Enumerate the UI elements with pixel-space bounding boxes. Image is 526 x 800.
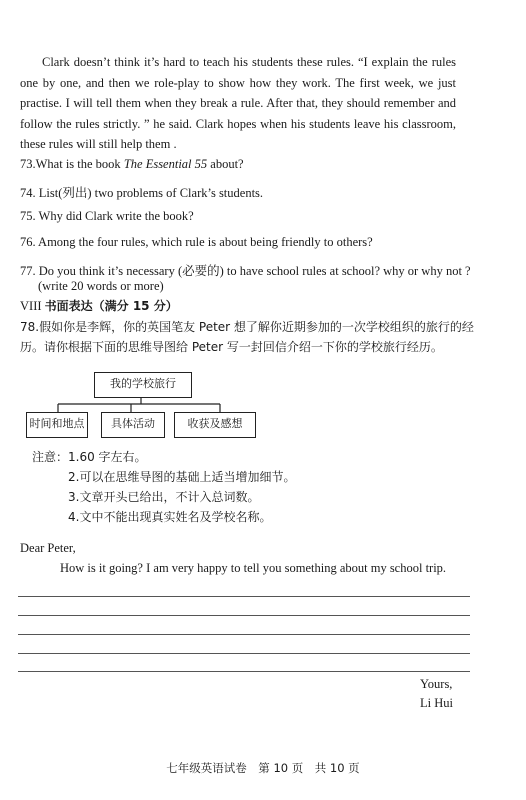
section-number: VIII [20,299,42,313]
passage-text: Clark doesn’t think it’s hard to teach his students these rules. “I explain the rules one by one, and then we role-play to show how they work. The first week, we just practise. I will tell them when they break a rule. After that, they should remember and follow the rules strictly. ” he said. Clark hopes when his students leave his classroom, these rules will still help them . [20,55,456,152]
writing-line[interactable] [18,653,470,654]
writing-line[interactable] [18,671,470,672]
mind-map-branch-activities: 具体活动 [101,412,165,438]
question-77-note: (write 20 words or more) [38,279,164,293]
mind-map-branch-time-place: 时间和地点 [26,412,88,438]
question-73: 73.What is the book The Essential 55 about? [20,157,244,171]
section-heading [20,297,178,314]
letter-greeting: Dear Peter, [20,541,76,555]
note-item: 3.文章开头已给出，不计入总词数。 [68,490,260,504]
page-footer: 七年级英语试卷 第 10 页 共 10 页 [166,761,360,775]
mind-map [26,366,266,438]
writing-line[interactable] [18,596,470,597]
letter-closing: Yours, [420,677,453,691]
note-item: 2.可以在思维导图的基础上适当增加细节。 [68,470,296,484]
book-title: The Essential 55 [123,157,208,171]
notes-label: 注意： [32,450,69,464]
letter-opening: How is it going? I am very happy to tell you something about my school trip. [60,561,447,575]
mind-map-root: 我的学校旅行 [94,372,192,398]
question-77: 77. Do you think it’s necessary (必要的) to have school rules at school? why or why not ? [20,264,471,278]
question-74: 74. List(列出) two problems of Clark’s students. [20,186,264,200]
writing-line[interactable] [18,615,470,616]
mind-map-branch-reflections: 收获及感想 [174,412,256,438]
question-76: 76. Among the four rules, which rule is about being friendly to others? [20,235,373,249]
question-75: 75. Why did Clark write the book? [20,209,194,223]
section-title: 书面表达（满分 15 分） [44,299,178,313]
writing-notes [32,447,295,527]
writing-line[interactable] [18,634,470,635]
note-item: 注意：1.60 字左右。 [32,450,147,464]
letter-signature: Li Hui [420,696,453,710]
note-item: 4.文中不能出现真实姓名及学校名称。 [68,510,272,524]
writing-task-prompt: 78.假如你是李辉，你的英国笔友 Peter 想了解你近期参加的一次学校组织的旅行的经历。请你根据下面的思维导图给 Peter 写一封回信介绍一下你的学校旅行经历。 [20,320,474,354]
reading-passage-paragraph [20,52,456,155]
